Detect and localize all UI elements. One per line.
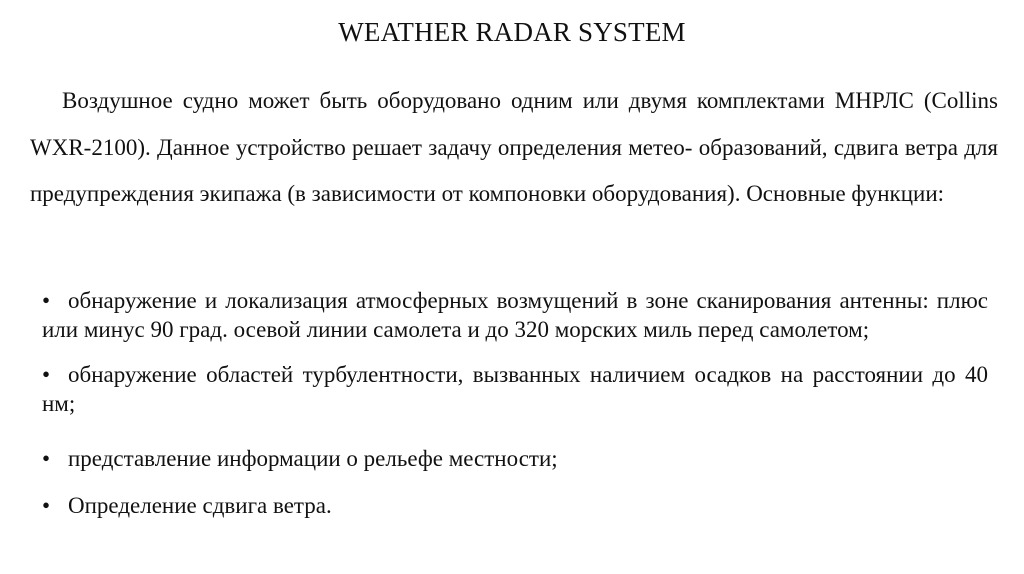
bullet-icon: • [42,362,51,387]
list-item [42,286,988,344]
slide-title: WEATHER RADAR SYSTEM [338,17,686,47]
list-item [42,360,988,418]
bullet-icon: • [42,446,51,471]
list-item-text: Определение сдвига ветра. [68,493,332,518]
list-item-text: обнаружение и локализация атмосферных возмущений в зоне сканирования антенны: плюс или минус 90 град. осевой линии самолета и до 320 морских миль перед самолетом; [42,288,988,342]
functions-list [42,286,988,520]
intro-paragraph: Воздушное судно может быть оборудовано одним или двумя комплектами МНРЛС (Collins WXR-2100). Данное устройство решает задачу определения метео- образований, сдвига ветра для предупреждения экипажа (в зависимости от компоновки оборудования). Основные функции: [30,88,998,206]
list-item-text: представление информации о рельефе местности; [68,446,558,471]
list-item [42,444,988,473]
list-item [42,491,988,520]
bullet-icon: • [42,288,51,313]
bullet-icon: • [42,493,51,518]
list-item-text: обнаружение областей турбулентности, вызванных наличием осадков на расстоянии до 40 нм; [42,362,988,416]
